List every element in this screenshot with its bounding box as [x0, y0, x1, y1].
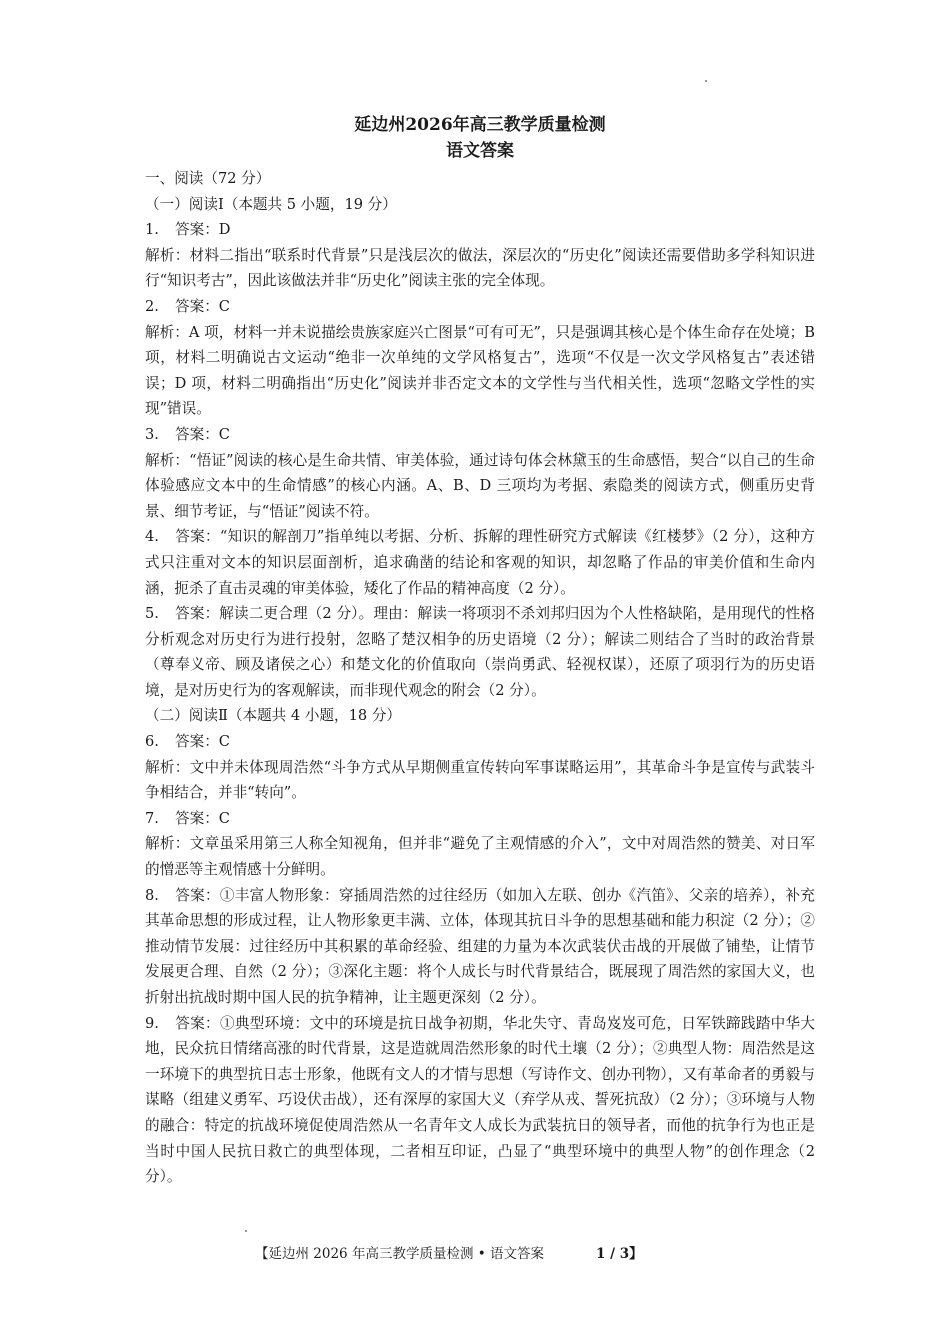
footer-text: 【延边州 2026 年高三教学质量检测 • 语文答案 — [255, 1246, 544, 1262]
question-2-explanation: 解析：A 项，材料一并未说描绘贵族家庭兴亡图景“可有可无”，只是强调其核心是个体生命存在处境；B 项，材料二明确说古文运动“绝非一次单纯的文学风格复古”，选项“不仅是一次文学风格复古”表述错误；D 项，材料二明确指出“历史化”阅读并非否定文本的文学性与当代相关性，选项“忽略文学性的实现”错误。 — [145, 323, 815, 418]
subsection-heading: （一）阅读Ⅰ（本题共 5 小题，19 分） — [145, 195, 397, 213]
question-7-explanation: 解析：文章虽采用第三人称全知视角，但并非“避免了主观情感的介入”，文中对周浩然的赞美、对日军的憎恶等主观情感十分鲜明。 — [145, 835, 815, 879]
scan-mark-dot — [705, 80, 707, 82]
scan-mark-dot — [245, 1230, 247, 1232]
answer-sheet — [145, 112, 815, 1190]
question-7-answer: 7. 答案：C — [145, 809, 230, 827]
question-4-answer: 4. 答案：“知识的解剖刀”指单纯以考据、分析、拆解的理性研究方式解读《红楼梦》（2 分），这种方式只注重对文本的知识层面剖析，追求确凿的结论和客观的知识，却忽略了作品的审美价值和生命内涵，扼杀了直击灵魂的审美体验，矮化了作品的精神高度（2 分）。 — [145, 528, 815, 597]
question-1-answer: 1. 答案：D — [145, 221, 231, 239]
page-subtitle: 语文答案 — [446, 141, 514, 161]
subsection-heading: （二）阅读Ⅱ（本题共 4 小题，18 分） — [145, 707, 402, 725]
question-6-answer: 6. 答案：C — [145, 733, 230, 751]
answer-body — [145, 166, 815, 1190]
question-6-explanation: 解析：文中并未体现周浩然“斗争方式从早期侧重宣传转向军事谋略运用”，其革命斗争是宣传与武装斗争相结合，并非“转向”。 — [145, 758, 815, 802]
page-footer — [255, 1244, 643, 1264]
section-heading: 一、阅读（72 分） — [145, 170, 271, 187]
question-9-answer: 9. 答案：①典型环境：文中的环境是抗日战争初期，华北失守、青岛岌岌可危，日军铁蹄践踏中华大地，民众抗日情绪高涨的时代背景，这是造就周浩然形象的时代土壤（2 分）；②典型人物：周浩然是这一环境下的典型抗日志士形象，他既有文人的才情与思想（写诗作文、创办刊物），又有革命者的勇毅与谋略（组建义勇军、巧设伏击战），还有深厚的家国大义（弃学从戎、誓死抗敌）（2 分）；③环境与人物的融合：特定的抗战环境促使周浩然从一名青年文人成长为武装抗日的领导者，而他的抗争行为也正是当时中国人民抗日救亡的典型体现，二者相互印证，凸显了“典型环境中的典型人物”的创作理念（2 分）。 — [145, 1014, 815, 1186]
question-3-explanation: 解析：“悟证”阅读的核心是生命共情、审美体验，通过诗句体会林黛玉的生命感悟，契合“以自己的生命体验感应文本中的生命情感”的核心内涵。A、B、D 三项均为考据、索隐类的阅读方式，侧重历史背景、细节考证，与“悟证”阅读不符。 — [145, 451, 815, 520]
page-title: 延边州2026年高三教学质量检测 — [354, 115, 606, 135]
question-2-answer: 2. 答案：C — [145, 297, 230, 315]
page-number: 1 / 3】 — [595, 1246, 643, 1262]
question-1-explanation: 解析：材料二指出“联系时代背景”只是浅层次的做法，深层次的“历史化”阅读还需要借助多学科知识进行“知识考古”，因此该做法并非“历史化”阅读主张的完全体现。 — [145, 246, 815, 290]
question-5-answer: 5. 答案：解读二更合理（2 分）。理由：解读一将项羽不杀刘邦归因为个人性格缺陷，是用现代的性格分析观念对历史行为进行投射，忽略了楚汉相争的历史语境（2 分）；解读二则结合了当时的政治背景（尊奉义帝、顾及诸侯之心）和楚文化的价值取向（崇尚勇武、轻视权谋），还原了项羽行为的历史语境，是对历史行为的客观解读，而非现代观念的附会（2 分）。 — [145, 605, 815, 699]
question-8-answer: 8. 答案：①丰富人物形象：穿插周浩然的过往经历（如加入左联、创办《汽笛》、父亲的培养），补充其革命思想的形成过程，让人物形象更丰满、立体，体现其抗日斗争的思想基础和能力积淀（2 分）；②推动情节发展：过往经历中其积累的革命经验、组建的力量为本次武装伏击战的开展做了铺垫，让情节发展更合理、自然（2 分）；③深化主题：将个人成长与时代背景结合，既展现了周浩然的家国大义，也折射出抗战时期中国人民的抗争精神，让主题更深刻（2 分）。 — [145, 886, 815, 1006]
question-3-answer: 3. 答案：C — [145, 425, 230, 443]
